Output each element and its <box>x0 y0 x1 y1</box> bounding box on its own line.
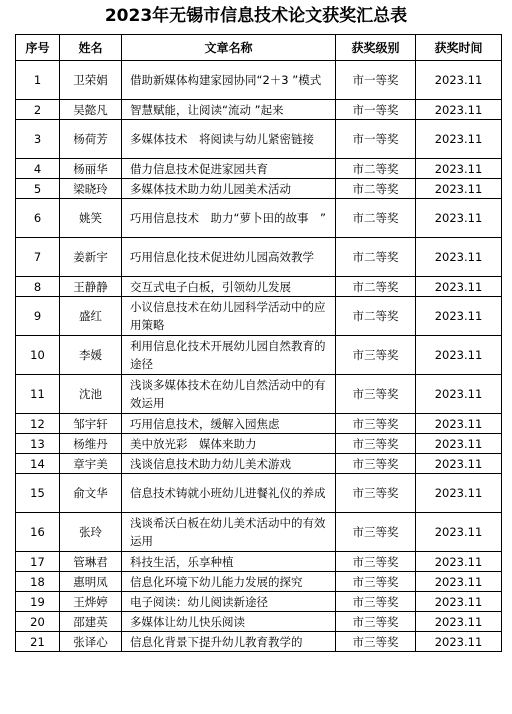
award-time: 2023.11 <box>416 277 502 297</box>
award-time: 2023.11 <box>416 612 502 632</box>
award-time: 2023.11 <box>416 336 502 375</box>
author-name: 张译心 <box>60 632 122 652</box>
author-name: 盛红 <box>60 297 122 336</box>
table-row <box>16 572 502 592</box>
row-number: 19 <box>16 592 60 612</box>
table-row <box>16 159 502 179</box>
row-number: 11 <box>16 375 60 414</box>
table-row <box>16 336 502 375</box>
award-time: 2023.11 <box>416 120 502 159</box>
award-level: 市一等奖 <box>336 120 416 159</box>
row-number: 10 <box>16 336 60 375</box>
article-title: 交互式电子白板，引领幼儿发展 <box>122 277 336 297</box>
article-title: 科技生活，乐享种植 <box>122 552 336 572</box>
author-name: 张玲 <box>60 513 122 552</box>
award-time: 2023.11 <box>416 61 502 100</box>
author-name: 惠明凤 <box>60 572 122 592</box>
table-row <box>16 552 502 572</box>
author-name: 吴懿凡 <box>60 100 122 120</box>
award-table <box>15 34 502 652</box>
award-time: 2023.11 <box>416 513 502 552</box>
row-number: 5 <box>16 179 60 199</box>
article-title: 信息化环境下幼儿能力发展的探究 <box>122 572 336 592</box>
author-name: 杨维丹 <box>60 434 122 454</box>
award-level: 市三等奖 <box>336 454 416 474</box>
row-number: 21 <box>16 632 60 652</box>
row-number: 16 <box>16 513 60 552</box>
table-row <box>16 179 502 199</box>
table-row <box>16 612 502 632</box>
article-title: 美中放光彩 媒体来助力 <box>122 434 336 454</box>
author-name: 邵建英 <box>60 612 122 632</box>
author-name: 章宇美 <box>60 454 122 474</box>
author-name: 俞文华 <box>60 474 122 513</box>
award-time: 2023.11 <box>416 238 502 277</box>
table-row <box>16 238 502 277</box>
award-level: 市二等奖 <box>336 277 416 297</box>
table-row <box>16 277 502 297</box>
award-level: 市三等奖 <box>336 572 416 592</box>
table-row <box>16 474 502 513</box>
row-number: 18 <box>16 572 60 592</box>
award-time: 2023.11 <box>416 375 502 414</box>
row-number: 17 <box>16 552 60 572</box>
author-name: 邹宇轩 <box>60 414 122 434</box>
award-time: 2023.11 <box>416 159 502 179</box>
article-title: 浅谈希沃白板在幼儿美术活动中的有效运用 <box>122 513 336 552</box>
article-title: 巧用信息技术 助力“萝卜田的故事 ” <box>122 199 336 238</box>
article-title: 浅谈信息技术助力幼儿美术游戏 <box>122 454 336 474</box>
award-time: 2023.11 <box>416 100 502 120</box>
author-name: 杨荷芳 <box>60 120 122 159</box>
article-title: 小议信息技术在幼儿园科学活动中的应用策略 <box>122 297 336 336</box>
header-level: 获奖级别 <box>336 35 416 61</box>
award-level: 市三等奖 <box>336 434 416 454</box>
article-title: 巧用信息技术，缓解入园焦虑 <box>122 414 336 434</box>
document-title: 2023年无锡市信息技术论文获奖汇总表 <box>104 6 408 26</box>
author-name: 姚笑 <box>60 199 122 238</box>
header-num: 序号 <box>16 35 60 61</box>
table-row <box>16 375 502 414</box>
article-title: 电子阅读：幼儿阅读新途径 <box>122 592 336 612</box>
row-number: 13 <box>16 434 60 454</box>
author-name: 管琳君 <box>60 552 122 572</box>
header-time: 获奖时间 <box>416 35 502 61</box>
award-level: 市一等奖 <box>336 61 416 100</box>
award-time: 2023.11 <box>416 632 502 652</box>
row-number: 9 <box>16 297 60 336</box>
award-time: 2023.11 <box>416 179 502 199</box>
award-level: 市三等奖 <box>336 375 416 414</box>
row-number: 14 <box>16 454 60 474</box>
award-level: 市一等奖 <box>336 100 416 120</box>
article-title: 借力信息技术促进家园共育 <box>122 159 336 179</box>
table-row <box>16 513 502 552</box>
table-row <box>16 454 502 474</box>
row-number: 12 <box>16 414 60 434</box>
author-name: 王烨婷 <box>60 592 122 612</box>
table-row <box>16 199 502 238</box>
table-row <box>16 100 502 120</box>
row-number: 4 <box>16 159 60 179</box>
table-row <box>16 632 502 652</box>
article-title: 浅谈多媒体技术在幼儿自然活动中的有效运用 <box>122 375 336 414</box>
article-title: 巧用信息化技术促进幼儿园高效教学 <box>122 238 336 277</box>
award-level: 市三等奖 <box>336 592 416 612</box>
award-time: 2023.11 <box>416 552 502 572</box>
row-number: 1 <box>16 61 60 100</box>
article-title: 多媒体技术 将阅读与幼儿紧密链接 <box>122 120 336 159</box>
award-level: 市二等奖 <box>336 238 416 277</box>
article-title: 借助新媒体构建家园协同“2＋3 ”模式 <box>122 61 336 100</box>
award-time: 2023.11 <box>416 199 502 238</box>
author-name: 李媛 <box>60 336 122 375</box>
row-number: 8 <box>16 277 60 297</box>
article-title: 信息化背景下提升幼儿教育教学的 <box>122 632 336 652</box>
award-time: 2023.11 <box>416 592 502 612</box>
article-title: 多媒体让幼儿快乐阅读 <box>122 612 336 632</box>
award-level: 市三等奖 <box>336 336 416 375</box>
article-title: 信息技术铸就小班幼儿进餐礼仪的养成 <box>122 474 336 513</box>
row-number: 3 <box>16 120 60 159</box>
table-row <box>16 297 502 336</box>
award-time: 2023.11 <box>416 454 502 474</box>
award-level: 市二等奖 <box>336 297 416 336</box>
award-level: 市三等奖 <box>336 513 416 552</box>
table-row <box>16 592 502 612</box>
header-row <box>16 35 502 61</box>
award-level: 市三等奖 <box>336 552 416 572</box>
award-level: 市二等奖 <box>336 199 416 238</box>
award-time: 2023.11 <box>416 474 502 513</box>
table-row <box>16 61 502 100</box>
award-level: 市三等奖 <box>336 612 416 632</box>
article-title: 智慧赋能，让阅读“流动 ”起来 <box>122 100 336 120</box>
award-level: 市二等奖 <box>336 179 416 199</box>
author-name: 卫荣娟 <box>60 61 122 100</box>
author-name: 王静静 <box>60 277 122 297</box>
author-name: 沈池 <box>60 375 122 414</box>
award-level: 市二等奖 <box>336 159 416 179</box>
author-name: 姜新宇 <box>60 238 122 277</box>
table-row <box>16 120 502 159</box>
row-number: 20 <box>16 612 60 632</box>
table-body <box>16 61 502 652</box>
award-level: 市三等奖 <box>336 632 416 652</box>
award-time: 2023.11 <box>416 572 502 592</box>
award-level: 市三等奖 <box>336 474 416 513</box>
row-number: 2 <box>16 100 60 120</box>
table-row <box>16 414 502 434</box>
row-number: 6 <box>16 199 60 238</box>
award-time: 2023.11 <box>416 414 502 434</box>
author-name: 杨丽华 <box>60 159 122 179</box>
article-title: 利用信息化技术开展幼儿园自然教育的途径 <box>122 336 336 375</box>
award-time: 2023.11 <box>416 434 502 454</box>
table-row <box>16 434 502 454</box>
header-article: 文章名称 <box>122 35 336 61</box>
header-name: 姓名 <box>60 35 122 61</box>
row-number: 15 <box>16 474 60 513</box>
award-time: 2023.11 <box>416 297 502 336</box>
author-name: 梁晓玲 <box>60 179 122 199</box>
award-level: 市三等奖 <box>336 414 416 434</box>
row-number: 7 <box>16 238 60 277</box>
article-title: 多媒体技术助力幼儿园美术活动 <box>122 179 336 199</box>
